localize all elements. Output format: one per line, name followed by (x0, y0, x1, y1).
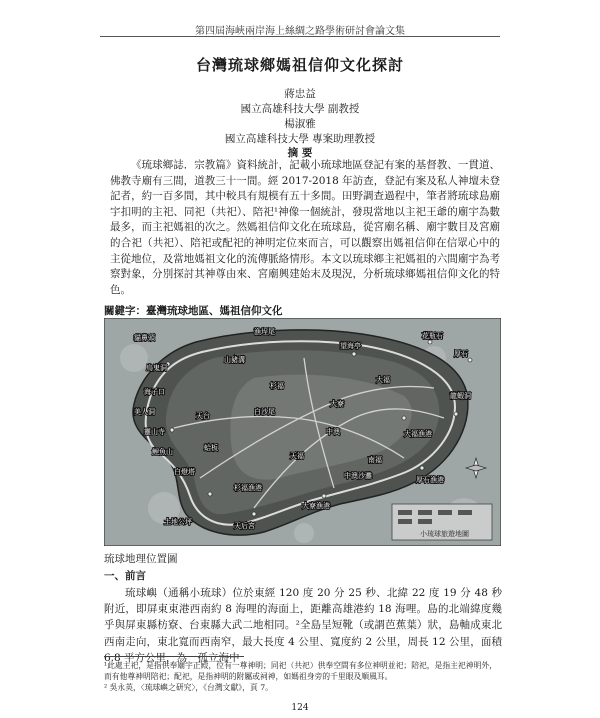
map-label: 杉福漁港 (234, 484, 262, 492)
author-affiliation-1: 國立高雄科技大學 副教授 (240, 103, 360, 115)
map-corner-text: 小琉球旅遊地圖 (420, 530, 469, 538)
map-label: 土地公坪 (164, 518, 192, 526)
header-rule (100, 36, 500, 37)
island-location-map (104, 318, 501, 546)
map-label: 漁埕尾 (254, 328, 275, 336)
map-label: 望海亭 (340, 342, 361, 350)
map-label: 天台 (196, 412, 210, 420)
map-label: 白燈塔 (174, 468, 195, 476)
map-label: 中澳沙灘 (344, 472, 372, 480)
map-caption: 琉球地理位置圖 (104, 553, 178, 565)
map-label: 天福 (290, 452, 304, 460)
paper-title: 台灣琉球鄉媽祖信仰文化探討 (195, 56, 404, 74)
intro-body: 琉球嶼（通稱小琉球）位於東經 120 度 20 分 25 秒、北緯 22 度 19 分 48 秒附近，即屏東東港西南約 8 海哩的海面上，距離高雄港約 18 海哩。島的北端緯度幾乎與屏東縣枋寮、台東縣大武二地相同。²全島呈短靴（或謂芭蕉葉）狀，島軸成東北西南走向，東北寬而西南窄，最大長度 4 公里、寬度約 2 公里，周長 12 公里，面積 6.8 平方公里，為一孤立海中 (104, 587, 502, 664)
section-heading: 一、前言 (104, 570, 146, 582)
map-label: 鯉魚山 (152, 448, 173, 456)
footnote: ¹此處主祀，是指供奉廟宇正殿，位有一尊神明；同祀（共祀）供奉空間有多位神明並祀；陪祀，是指主祀神明外，而有他尊神明陪祀；配祀，是指神明的附屬或祠神，如媽祖身旁的千里眼及順風耳。 (104, 661, 497, 681)
map-label: 靈山寺 (144, 428, 165, 436)
map-label: 烏鬼洞 (146, 364, 167, 372)
keywords: 關鍵字：臺灣琉球地區、媽祖信仰文化 (104, 305, 283, 317)
map-label: 大寮 (330, 400, 344, 408)
running-header: 第四屆海峽兩岸海上絲綢之路學術研討會論文集 (195, 26, 405, 37)
map-label: 天后宮 (234, 522, 255, 530)
author-name-1: 蔣忠益 (284, 88, 316, 100)
map-label: 中澳 (326, 428, 340, 436)
map-label: 厚石 (454, 350, 468, 358)
map-label: 蛤板 (204, 444, 218, 452)
abstract-body: 《琉球鄉誌．宗教篇》資料統計，記載小琉球地區登記有案的基督教、一貫道、佛教寺廟有三間，道教三十一間。經 2017-2018 年訪查，登記有案及私人神壇未登記者，約一百多間，其中較具有規模有五十多間。田野調查過程中，筆者將琉球島廟宇扣明的主祀、同祀（共祀）、陪祀¹神像一個統計，發現當地以主祀王爺的廟宇為數最多，而主祀媽祖的次之。然媽祖信仰文化在琉球島，從宮廟名稱、廟宇數目及宮廟的合祀（共祀）、陪祀或配祀的神明定位來而言，可以觀察出媽祖信仰在信眾心中的主從地位，及當地媽祖文化的流傳脈絡情形。本文以琉球鄉主祀媽祖的六間廟宇為考察對象，分別探討其神尊由來、宮廟興建始末及現況，分析琉球鄉媽祖信仰文化的特色。 (110, 159, 500, 296)
map-label: 大福漁港 (404, 430, 432, 438)
map-label: 花瓶石 (422, 332, 443, 340)
map-label: 南福 (368, 456, 382, 464)
map-label: 白沙尾 (254, 408, 275, 416)
author-name-2: 楊淑雅 (284, 118, 316, 130)
map-label: 大福 (376, 376, 390, 384)
map-label: 龍蝦洞 (450, 392, 471, 400)
footnotes (104, 660, 502, 693)
page-number: 124 (291, 703, 309, 713)
author-affiliation-2: 國立高雄科技大學 專案助理教授 (224, 133, 376, 145)
map-label: 貓鼻頭 (134, 334, 155, 342)
map-label: 海子口 (144, 388, 165, 396)
map-label: 厚石漁港 (416, 476, 444, 484)
map-label: 杉福 (270, 382, 284, 390)
map-label: 大寮漁港 (302, 502, 330, 510)
footnote: ² 吳永英，〈琉球嶼之研究〉，《台灣文獻》，頁 7。 (104, 683, 273, 692)
map-label: 山豬溝 (224, 356, 245, 364)
abstract-heading: 摘 要 (287, 147, 313, 159)
map-label: 美人洞 (134, 408, 155, 416)
footnote-rule (104, 656, 244, 657)
